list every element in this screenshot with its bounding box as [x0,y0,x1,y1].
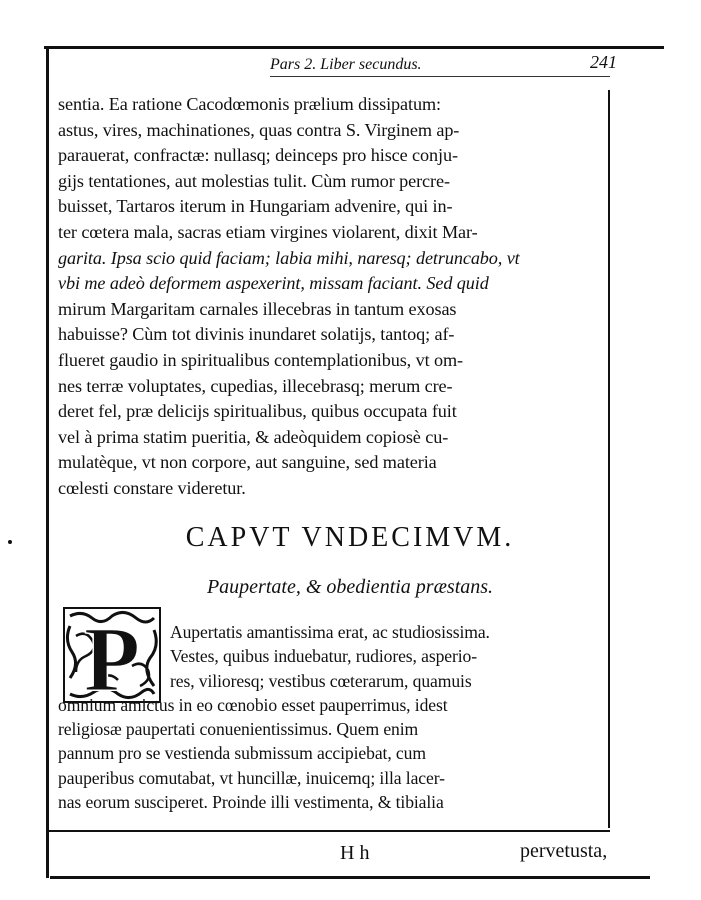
margin-mark [8,540,12,544]
text-line: gijs tentationes, aut molestias tulit. Cùm rumor percre- [58,170,450,191]
text-line: vel à prima statim pueritia, & adeòquidem copiosè cu- [58,426,449,447]
text-line: nes terræ voluptates, cupedias, illecebrasq; merum cre- [58,375,453,396]
text-line: mirum Margaritam carnales illecebras in tantum exosas [58,298,457,319]
text-line: pauperibus comutabat, vt huncillæ, inuicemq; illa lacer- [58,767,445,788]
header-underline [270,76,610,77]
text-line: ter cœtera mala, sacras etiam virgines violarent, dixit Mar- [58,221,478,242]
bottom-border-rule [50,876,650,879]
running-header: Pars 2. Liber secundus. [270,56,422,73]
top-border-rule [44,46,664,49]
text-line: Aupertatis amantissima erat, ac studiosissima. [170,622,490,642]
text-line: astus, vires, machinationes, quas contra S. Virginem ap- [58,119,460,140]
paragraph-two [58,620,604,814]
body-paragraph [58,92,604,502]
left-border-rule [46,48,49,878]
text-line: Vestes, quibus induebatur, rudiores, asperio- [170,646,478,667]
text-line: mulatèque, vt non corpore, aut sanguine, sed materia [58,452,437,473]
text-line: religiosæ paupertati conuenientissimus. Quem enim [58,719,419,740]
chapter-heading: CAPVT VNDECIMVM. [185,522,515,553]
text-line: nas eorum susciperet. Proinde illi vestimenta, & tibialia [58,792,444,813]
text-line: habuisse? Cùm tot divinis inundaret solatijs, tantoq; af- [58,324,455,345]
page-number: 241 [590,52,617,72]
text-line: flueret gaudio in spiritualibus contemplationibus, vt om- [58,349,463,370]
text-line: deret fel, præ delicijs spiritualibus, quibus occupata fuit [58,401,457,422]
text-line: sentia. Ea ratione Cacodœmonis prælium dissipatum: [58,94,441,114]
text-line: pannum pro se vestienda submissum accipiebat, cum [58,743,426,764]
text-line-italic: garita. Ipsa scio quid faciam; labia mihi, naresq; detruncabo, vt [58,247,520,268]
text-line: buisset, Tartaros iterum in Hungariam advenire, qui in- [58,196,453,217]
svg-text:P: P [83,608,141,704]
text-line-italic: vbi me adeò deformem aspexerint, missam faciant. Sed quid [58,273,489,294]
catchword: pervetusta, [520,840,608,862]
text-line: res, vilioresq; vestibus cœterarum, quamuis [170,670,472,691]
signature-mark: H h [340,842,370,864]
bottom-text-rule [46,830,610,832]
right-border-rule [608,90,610,828]
chapter-subtitle: Paupertate, & obedientia præstans. [206,576,494,598]
text-line: cœlesti constare videretur. [58,477,246,498]
text-line: parauerat, confractæ: nullasq; deinceps pro hisce conju- [58,145,458,166]
text-line: omnium amictus in eo cœnobio esset pauperrimus, idest [58,694,448,715]
